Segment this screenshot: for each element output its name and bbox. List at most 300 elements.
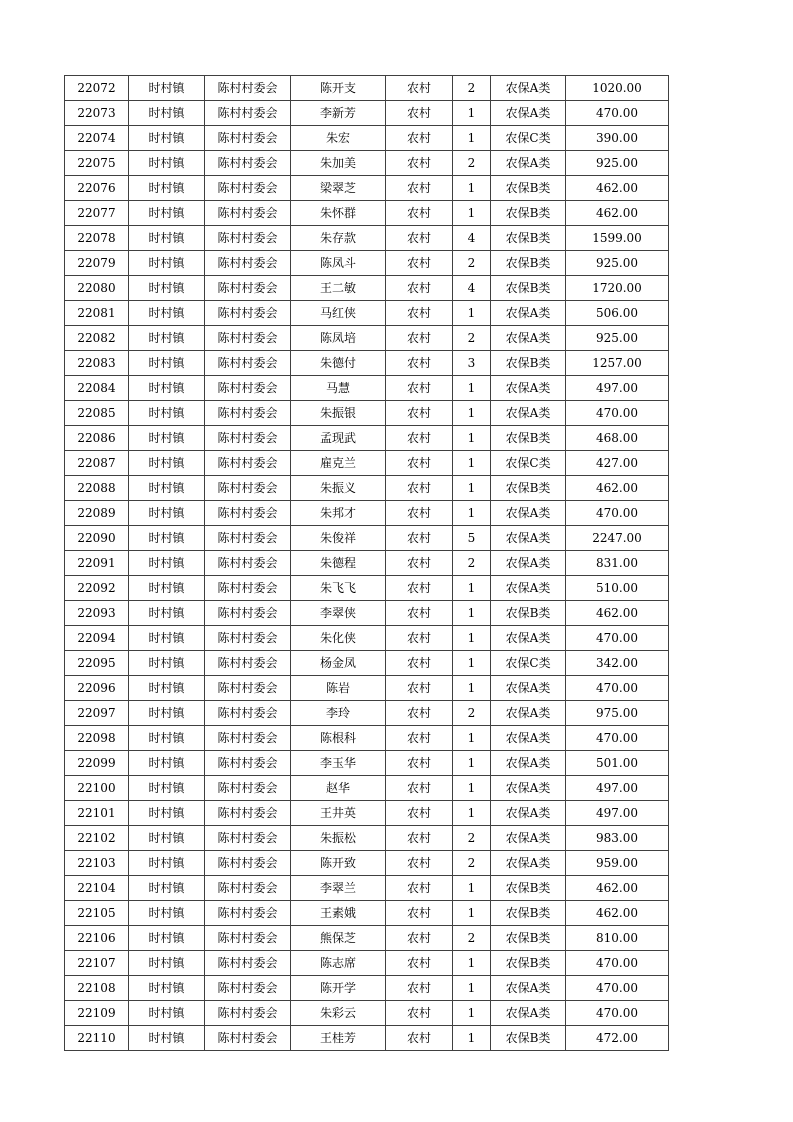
cell-town: 时村镇 — [129, 851, 205, 876]
table-row — [65, 251, 669, 276]
cell-residence: 农村 — [386, 276, 453, 301]
table-row — [65, 926, 669, 951]
cell-residence: 农村 — [386, 901, 453, 926]
cell-category: 农保A类 — [491, 851, 566, 876]
cell-residence: 农村 — [386, 426, 453, 451]
table-row — [65, 426, 669, 451]
cell-id: 22100 — [65, 776, 129, 801]
cell-name: 王素娥 — [291, 901, 386, 926]
cell-town: 时村镇 — [129, 676, 205, 701]
table-row — [65, 401, 669, 426]
cell-committee: 陈村村委会 — [205, 576, 291, 601]
cell-category: 农保B类 — [491, 351, 566, 376]
cell-amount: 497.00 — [566, 376, 669, 401]
cell-id: 22109 — [65, 1001, 129, 1026]
cell-name: 朱邦才 — [291, 501, 386, 526]
cell-committee: 陈村村委会 — [205, 951, 291, 976]
cell-amount: 427.00 — [566, 451, 669, 476]
cell-town: 时村镇 — [129, 126, 205, 151]
cell-committee: 陈村村委会 — [205, 751, 291, 776]
cell-category: 农保A类 — [491, 751, 566, 776]
cell-name: 朱德付 — [291, 351, 386, 376]
cell-residence: 农村 — [386, 476, 453, 501]
cell-amount: 925.00 — [566, 326, 669, 351]
cell-category: 农保A类 — [491, 701, 566, 726]
cell-town: 时村镇 — [129, 776, 205, 801]
cell-category: 农保A类 — [491, 726, 566, 751]
cell-count: 1 — [453, 126, 491, 151]
cell-count: 1 — [453, 426, 491, 451]
cell-count: 2 — [453, 926, 491, 951]
cell-residence: 农村 — [386, 401, 453, 426]
cell-id: 22074 — [65, 126, 129, 151]
cell-town: 时村镇 — [129, 701, 205, 726]
cell-category: 农保A类 — [491, 801, 566, 826]
cell-amount: 462.00 — [566, 601, 669, 626]
cell-category: 农保B类 — [491, 876, 566, 901]
cell-count: 2 — [453, 76, 491, 101]
cell-category: 农保C类 — [491, 651, 566, 676]
cell-category: 农保A类 — [491, 151, 566, 176]
cell-town: 时村镇 — [129, 501, 205, 526]
cell-id: 22101 — [65, 801, 129, 826]
cell-committee: 陈村村委会 — [205, 551, 291, 576]
cell-name: 陈开学 — [291, 976, 386, 1001]
cell-residence: 农村 — [386, 251, 453, 276]
cell-town: 时村镇 — [129, 526, 205, 551]
cell-category: 农保B类 — [491, 926, 566, 951]
cell-name: 陈凤斗 — [291, 251, 386, 276]
cell-committee: 陈村村委会 — [205, 526, 291, 551]
cell-committee: 陈村村委会 — [205, 126, 291, 151]
cell-count: 1 — [453, 976, 491, 1001]
cell-name: 熊保芝 — [291, 926, 386, 951]
cell-committee: 陈村村委会 — [205, 826, 291, 851]
cell-amount: 468.00 — [566, 426, 669, 451]
cell-residence: 农村 — [386, 326, 453, 351]
cell-town: 时村镇 — [129, 726, 205, 751]
cell-committee: 陈村村委会 — [205, 1026, 291, 1051]
cell-count: 1 — [453, 176, 491, 201]
cell-id: 22080 — [65, 276, 129, 301]
cell-name: 王二敏 — [291, 276, 386, 301]
cell-committee: 陈村村委会 — [205, 101, 291, 126]
cell-id: 22087 — [65, 451, 129, 476]
cell-residence: 农村 — [386, 776, 453, 801]
cell-town: 时村镇 — [129, 551, 205, 576]
cell-name: 马慧 — [291, 376, 386, 401]
cell-committee: 陈村村委会 — [205, 176, 291, 201]
cell-residence: 农村 — [386, 76, 453, 101]
cell-name: 朱怀群 — [291, 201, 386, 226]
cell-town: 时村镇 — [129, 151, 205, 176]
cell-category: 农保B类 — [491, 1026, 566, 1051]
cell-name: 王井英 — [291, 801, 386, 826]
cell-id: 22089 — [65, 501, 129, 526]
cell-amount: 925.00 — [566, 151, 669, 176]
cell-town: 时村镇 — [129, 601, 205, 626]
cell-count: 1 — [453, 1026, 491, 1051]
cell-amount: 470.00 — [566, 101, 669, 126]
table-row — [65, 601, 669, 626]
cell-count: 1 — [453, 476, 491, 501]
table-row — [65, 376, 669, 401]
cell-name: 朱俊祥 — [291, 526, 386, 551]
cell-amount: 959.00 — [566, 851, 669, 876]
cell-name: 李翠侠 — [291, 601, 386, 626]
cell-committee: 陈村村委会 — [205, 976, 291, 1001]
cell-name: 朱振义 — [291, 476, 386, 501]
table-row — [65, 576, 669, 601]
cell-name: 李翠兰 — [291, 876, 386, 901]
cell-count: 1 — [453, 901, 491, 926]
cell-category: 农保A类 — [491, 676, 566, 701]
cell-category: 农保A类 — [491, 626, 566, 651]
cell-category: 农保C类 — [491, 451, 566, 476]
cell-amount: 925.00 — [566, 251, 669, 276]
cell-town: 时村镇 — [129, 476, 205, 501]
cell-residence: 农村 — [386, 101, 453, 126]
cell-committee: 陈村村委会 — [205, 726, 291, 751]
cell-residence: 农村 — [386, 226, 453, 251]
cell-amount: 1720.00 — [566, 276, 669, 301]
cell-category: 农保C类 — [491, 126, 566, 151]
cell-residence: 农村 — [386, 126, 453, 151]
cell-count: 2 — [453, 851, 491, 876]
cell-category: 农保A类 — [491, 976, 566, 1001]
table-row — [65, 476, 669, 501]
cell-amount: 1599.00 — [566, 226, 669, 251]
cell-id: 22092 — [65, 576, 129, 601]
cell-amount: 510.00 — [566, 576, 669, 601]
table-row — [65, 126, 669, 151]
cell-name: 陈岩 — [291, 676, 386, 701]
table-row — [65, 226, 669, 251]
cell-count: 2 — [453, 701, 491, 726]
cell-residence: 农村 — [386, 526, 453, 551]
cell-residence: 农村 — [386, 576, 453, 601]
cell-residence: 农村 — [386, 726, 453, 751]
cell-category: 农保A类 — [491, 376, 566, 401]
cell-id: 22090 — [65, 526, 129, 551]
cell-id: 22105 — [65, 901, 129, 926]
cell-count: 1 — [453, 401, 491, 426]
cell-category: 农保B类 — [491, 601, 566, 626]
cell-amount: 506.00 — [566, 301, 669, 326]
cell-committee: 陈村村委会 — [205, 76, 291, 101]
cell-id: 22104 — [65, 876, 129, 901]
cell-category: 农保B类 — [491, 251, 566, 276]
cell-committee: 陈村村委会 — [205, 376, 291, 401]
cell-town: 时村镇 — [129, 651, 205, 676]
cell-count: 1 — [453, 626, 491, 651]
cell-name: 王桂芳 — [291, 1026, 386, 1051]
cell-name: 杨金凤 — [291, 651, 386, 676]
table-row — [65, 726, 669, 751]
cell-town: 时村镇 — [129, 576, 205, 601]
cell-committee: 陈村村委会 — [205, 651, 291, 676]
cell-count: 1 — [453, 601, 491, 626]
cell-count: 1 — [453, 101, 491, 126]
cell-amount: 831.00 — [566, 551, 669, 576]
cell-category: 农保A类 — [491, 501, 566, 526]
table-row — [65, 451, 669, 476]
cell-count: 5 — [453, 526, 491, 551]
cell-category: 农保A类 — [491, 101, 566, 126]
cell-id: 22073 — [65, 101, 129, 126]
table-row — [65, 951, 669, 976]
cell-town: 时村镇 — [129, 101, 205, 126]
cell-id: 22085 — [65, 401, 129, 426]
cell-category: 农保A类 — [491, 526, 566, 551]
cell-committee: 陈村村委会 — [205, 401, 291, 426]
cell-amount: 472.00 — [566, 1026, 669, 1051]
cell-amount: 1257.00 — [566, 351, 669, 376]
cell-residence: 农村 — [386, 976, 453, 1001]
cell-name: 孟现武 — [291, 426, 386, 451]
cell-town: 时村镇 — [129, 751, 205, 776]
cell-town: 时村镇 — [129, 76, 205, 101]
cell-id: 22106 — [65, 926, 129, 951]
cell-committee: 陈村村委会 — [205, 251, 291, 276]
cell-amount: 462.00 — [566, 901, 669, 926]
cell-id: 22077 — [65, 201, 129, 226]
cell-town: 时村镇 — [129, 926, 205, 951]
cell-name: 雇克兰 — [291, 451, 386, 476]
cell-residence: 农村 — [386, 201, 453, 226]
cell-id: 22072 — [65, 76, 129, 101]
cell-category: 农保A类 — [491, 776, 566, 801]
cell-count: 1 — [453, 451, 491, 476]
cell-town: 时村镇 — [129, 351, 205, 376]
table-row — [65, 501, 669, 526]
cell-name: 马红侠 — [291, 301, 386, 326]
cell-count: 3 — [453, 351, 491, 376]
cell-category: 农保B类 — [491, 276, 566, 301]
cell-committee: 陈村村委会 — [205, 1001, 291, 1026]
cell-id: 22094 — [65, 626, 129, 651]
cell-amount: 1020.00 — [566, 76, 669, 101]
cell-name: 朱德程 — [291, 551, 386, 576]
cell-committee: 陈村村委会 — [205, 276, 291, 301]
cell-residence: 农村 — [386, 151, 453, 176]
cell-count: 2 — [453, 551, 491, 576]
cell-id: 22099 — [65, 751, 129, 776]
cell-id: 22088 — [65, 476, 129, 501]
cell-amount: 342.00 — [566, 651, 669, 676]
cell-town: 时村镇 — [129, 876, 205, 901]
cell-committee: 陈村村委会 — [205, 901, 291, 926]
cell-amount: 470.00 — [566, 976, 669, 1001]
table-row — [65, 851, 669, 876]
cell-count: 1 — [453, 501, 491, 526]
cell-committee: 陈村村委会 — [205, 451, 291, 476]
cell-committee: 陈村村委会 — [205, 201, 291, 226]
cell-count: 2 — [453, 326, 491, 351]
cell-residence: 农村 — [386, 301, 453, 326]
cell-name: 梁翠芝 — [291, 176, 386, 201]
table-row — [65, 326, 669, 351]
cell-amount: 462.00 — [566, 876, 669, 901]
cell-id: 22078 — [65, 226, 129, 251]
cell-town: 时村镇 — [129, 276, 205, 301]
table-row — [65, 701, 669, 726]
cell-count: 1 — [453, 1001, 491, 1026]
cell-committee: 陈村村委会 — [205, 801, 291, 826]
cell-committee: 陈村村委会 — [205, 851, 291, 876]
cell-residence: 农村 — [386, 926, 453, 951]
cell-count: 1 — [453, 876, 491, 901]
cell-town: 时村镇 — [129, 451, 205, 476]
cell-id: 22079 — [65, 251, 129, 276]
table-row — [65, 676, 669, 701]
cell-committee: 陈村村委会 — [205, 601, 291, 626]
cell-residence: 农村 — [386, 626, 453, 651]
cell-name: 陈开致 — [291, 851, 386, 876]
cell-name: 朱加美 — [291, 151, 386, 176]
cell-id: 22102 — [65, 826, 129, 851]
cell-category: 农保B类 — [491, 426, 566, 451]
cell-town: 时村镇 — [129, 801, 205, 826]
table-row — [65, 551, 669, 576]
cell-name: 朱振银 — [291, 401, 386, 426]
cell-committee: 陈村村委会 — [205, 476, 291, 501]
cell-committee: 陈村村委会 — [205, 301, 291, 326]
cell-id: 22086 — [65, 426, 129, 451]
cell-id: 22093 — [65, 601, 129, 626]
table-row — [65, 1026, 669, 1051]
cell-name: 李新芳 — [291, 101, 386, 126]
cell-id: 22076 — [65, 176, 129, 201]
table-row — [65, 651, 669, 676]
cell-category: 农保B类 — [491, 951, 566, 976]
cell-amount: 497.00 — [566, 776, 669, 801]
cell-count: 1 — [453, 576, 491, 601]
cell-category: 农保A类 — [491, 1001, 566, 1026]
cell-name: 陈志席 — [291, 951, 386, 976]
cell-id: 22095 — [65, 651, 129, 676]
cell-id: 22084 — [65, 376, 129, 401]
table-row — [65, 201, 669, 226]
cell-id: 22081 — [65, 301, 129, 326]
cell-amount: 470.00 — [566, 676, 669, 701]
cell-amount: 462.00 — [566, 476, 669, 501]
cell-residence: 农村 — [386, 951, 453, 976]
cell-amount: 497.00 — [566, 801, 669, 826]
table-row — [65, 276, 669, 301]
cell-count: 1 — [453, 751, 491, 776]
cell-amount: 462.00 — [566, 176, 669, 201]
cell-town: 时村镇 — [129, 401, 205, 426]
cell-name: 朱彩云 — [291, 1001, 386, 1026]
cell-town: 时村镇 — [129, 251, 205, 276]
cell-category: 农保B类 — [491, 226, 566, 251]
cell-committee: 陈村村委会 — [205, 351, 291, 376]
cell-id: 22110 — [65, 1026, 129, 1051]
cell-amount: 462.00 — [566, 201, 669, 226]
cell-count: 1 — [453, 201, 491, 226]
cell-committee: 陈村村委会 — [205, 701, 291, 726]
cell-category: 农保A类 — [491, 551, 566, 576]
cell-town: 时村镇 — [129, 426, 205, 451]
cell-amount: 983.00 — [566, 826, 669, 851]
cell-count: 1 — [453, 801, 491, 826]
cell-residence: 农村 — [386, 351, 453, 376]
cell-amount: 470.00 — [566, 401, 669, 426]
cell-residence: 农村 — [386, 826, 453, 851]
cell-committee: 陈村村委会 — [205, 876, 291, 901]
cell-count: 1 — [453, 376, 491, 401]
cell-id: 22082 — [65, 326, 129, 351]
cell-id: 22096 — [65, 676, 129, 701]
table-row — [65, 976, 669, 1001]
cell-residence: 农村 — [386, 651, 453, 676]
cell-id: 22091 — [65, 551, 129, 576]
cell-committee: 陈村村委会 — [205, 326, 291, 351]
cell-residence: 农村 — [386, 876, 453, 901]
table-row — [65, 176, 669, 201]
cell-town: 时村镇 — [129, 326, 205, 351]
table-row — [65, 826, 669, 851]
cell-amount: 470.00 — [566, 726, 669, 751]
table-row — [65, 351, 669, 376]
table-row — [65, 901, 669, 926]
cell-committee: 陈村村委会 — [205, 226, 291, 251]
cell-residence: 农村 — [386, 1026, 453, 1051]
cell-count: 4 — [453, 276, 491, 301]
cell-id: 22097 — [65, 701, 129, 726]
cell-residence: 农村 — [386, 601, 453, 626]
cell-committee: 陈村村委会 — [205, 501, 291, 526]
cell-count: 1 — [453, 776, 491, 801]
table-row — [65, 776, 669, 801]
cell-count: 1 — [453, 651, 491, 676]
cell-name: 李玉华 — [291, 751, 386, 776]
cell-category: 农保B类 — [491, 901, 566, 926]
cell-residence: 农村 — [386, 851, 453, 876]
cell-count: 4 — [453, 226, 491, 251]
cell-amount: 501.00 — [566, 751, 669, 776]
cell-residence: 农村 — [386, 1001, 453, 1026]
cell-residence: 农村 — [386, 451, 453, 476]
benefit-table-body — [65, 76, 669, 1051]
cell-amount: 975.00 — [566, 701, 669, 726]
cell-count: 2 — [453, 151, 491, 176]
cell-residence: 农村 — [386, 176, 453, 201]
cell-committee: 陈村村委会 — [205, 626, 291, 651]
cell-amount: 470.00 — [566, 501, 669, 526]
cell-committee: 陈村村委会 — [205, 676, 291, 701]
cell-amount: 810.00 — [566, 926, 669, 951]
table-row — [65, 801, 669, 826]
cell-category: 农保A类 — [491, 576, 566, 601]
cell-id: 22108 — [65, 976, 129, 1001]
cell-name: 朱化侠 — [291, 626, 386, 651]
cell-count: 1 — [453, 301, 491, 326]
cell-name: 朱振松 — [291, 826, 386, 851]
cell-amount: 470.00 — [566, 951, 669, 976]
cell-count: 1 — [453, 726, 491, 751]
cell-town: 时村镇 — [129, 226, 205, 251]
cell-town: 时村镇 — [129, 951, 205, 976]
cell-name: 陈开支 — [291, 76, 386, 101]
cell-category: 农保A类 — [491, 76, 566, 101]
cell-category: 农保A类 — [491, 401, 566, 426]
cell-amount: 470.00 — [566, 626, 669, 651]
cell-amount: 2247.00 — [566, 526, 669, 551]
cell-count: 2 — [453, 251, 491, 276]
cell-town: 时村镇 — [129, 176, 205, 201]
